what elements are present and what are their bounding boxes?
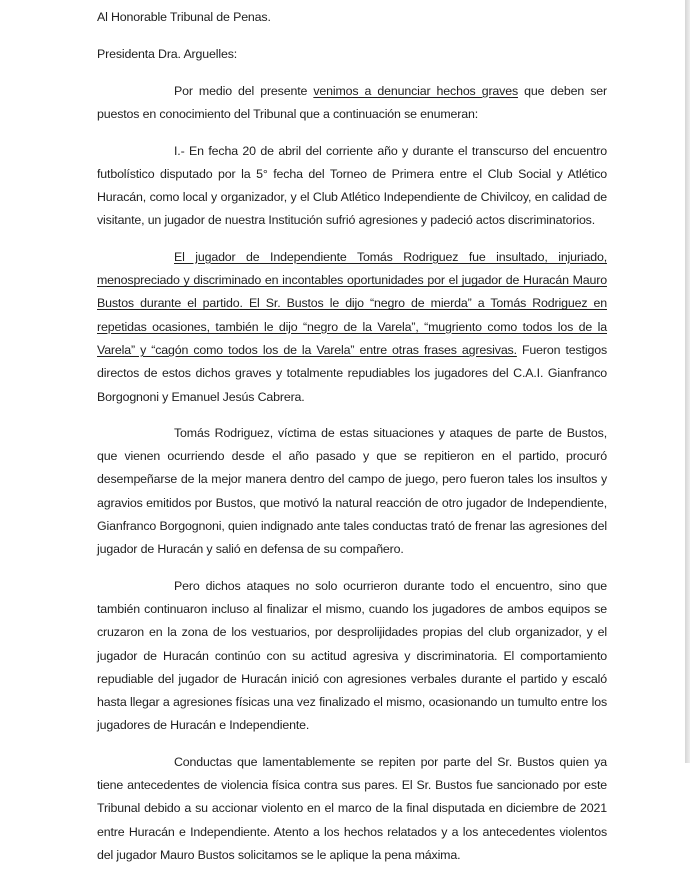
intro-paragraph — [97, 80, 607, 127]
paragraph-4-text: Pero dichos ataques no solo ocurrieron durante todo el encuentro, sino que también continuaron incluso al finalizar el mismo, cuando los jugadores de ambos equipos se cruzaron en la zona de los vestuarios, por desprolijidades propias del club organizador, y el jugador de Huracán continúo con su actitud agresiva y discriminatoria. El comportamiento repudiable del jugador de Huracán inició con agresiones verbales durante el partido y escaló hasta llegar a agresiones físicas una vez finalizado el mismo, ocasionando un tumulto entre los jugadores de Huracán e Independiente. — [97, 578, 607, 733]
paragraph-5-text: Conductas que lamentablemente se repiten por parte del Sr. Bustos quien ya tiene antecedentes de violencia física contra sus pares. El Sr. Bustos fue sancionado por este Tribunal debido a su accionar violento en el marco de la final disputada en diciembre de 2021 entre Huracán e Independiente. Atento a los hechos relatados y a los antecedentes violentos del jugador Mauro Bustos solicitamos se le aplique la pena máxima. — [97, 754, 607, 862]
intro-text-after: que deben ser puestos en conocimiento del Tribunal que a continuación se enumeran: — [97, 84, 607, 122]
paragraph-4 — [97, 575, 607, 738]
page-edge-shadow — [685, 0, 690, 763]
paragraph-2 — [97, 246, 607, 409]
letter-body — [97, 6, 607, 880]
salutation-line: Presidenta Dra. Arguelles: — [97, 47, 238, 61]
paragraph-3-text: Tomás Rodriguez, víctima de estas situaciones y ataques de parte de Bustos, que vienen ocurriendo desde el año pasado y que se repitieron en el partido, procuró desempeñarse de la mejor manera dentro del campo de juego, pero fueron tales los insultos y agravios emitidos por Bustos, que motivó la natural reacción de otro jugador de Independiente, Gianfranco Borgognoni, quien indignado ante tales conductas trató de frenar las agresiones del jugador de Huracán y salió en defensa de su compañero. — [97, 425, 607, 557]
intro-text-before: Por medio del presente — [174, 84, 314, 98]
paragraph-1 — [97, 140, 607, 233]
addressee-line: Al Honorable Tribunal de Penas. — [97, 10, 271, 24]
paragraph-2-text: Fueron testigos directos de estos dichos graves y totalmente repudiables los jugadores del C.A.I. Gianfranco Borgognoni y Emanuel Jesús Cabrera. — [97, 342, 607, 404]
paragraph-5 — [97, 751, 607, 867]
intro-underlined-text: venimos a denunciar hechos graves — [313, 84, 518, 98]
paragraph-3 — [97, 422, 607, 562]
paragraph-1-text: I.- En fecha 20 de abril del corriente año y durante el transcurso del encuentro futbolístico disputado por la 5° fecha del Torneo de Primera entre el Club Social y Atlético Huracán, como local y organizador, y el Club Atlético Independiente de Chivilcoy, en calidad de visitante, un jugador de nuestra Institución sufrió agresiones y padeció actos discriminatorios. — [97, 143, 607, 228]
paragraph-2-underlined-text: El jugador de Independiente Tomás Rodriguez fue insultado, injuriado, menospreciado y discriminado en incontables oportunidades por el jugador de Huracán Mauro Bustos durante el partido. El Sr. Bustos le dijo “negro de mierda” a Tomás Rodriguez en repetidas ocasiones, también le dijo “negro de la Varela”, “mugriento como todos los de la Varela” y “cagón como todos los de la Varela” entre otras frases agresivas. — [97, 249, 607, 357]
